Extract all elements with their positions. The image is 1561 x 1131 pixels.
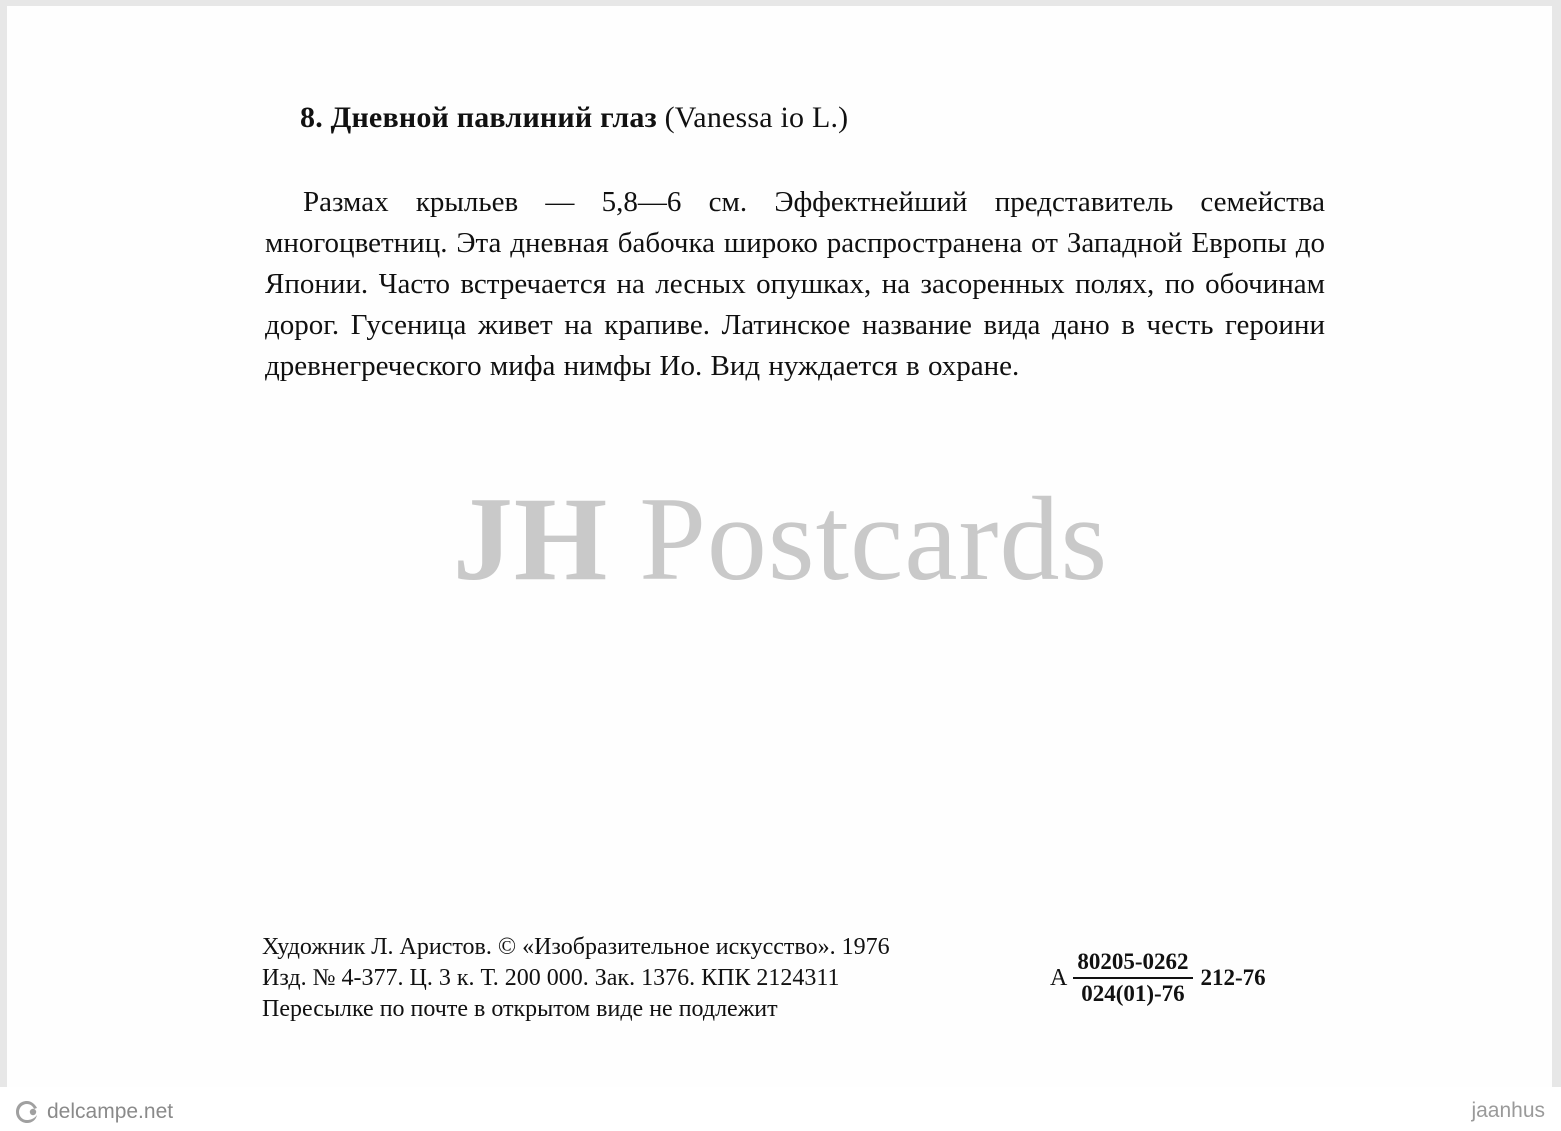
watermark-bold: JH [452,472,609,605]
species-name-latin: (Vanessa io L.) [664,101,849,134]
imprint-block [262,932,890,1025]
code-numerator: 80205-0262 [1073,948,1192,979]
scan-edge-top [0,0,1561,6]
watermark-light: Postcards [639,472,1109,605]
code-suffix: 212-76 [1200,965,1266,990]
code-denominator: 024(01)-76 [1081,981,1185,1006]
catalog-code [1050,948,1266,1008]
seller-label: jaanhus [1471,1099,1545,1122]
delcampe-logo-icon [14,1099,40,1125]
imprint-line-artist: Художник Л. Аристов. © «Изобразительное искусство». 1976 [262,934,890,960]
footer-bar [0,1087,1561,1131]
delcampe-credit[interactable] [14,1099,173,1125]
code-fraction [1073,948,1192,1008]
species-description: Размах крыльев — 5,8—6 см. Эффектнейший представитель семейства многоцветниц. Эта дневная бабочка широко распространена от Западной Европы до Японии. Часто встречается на лесных опушках, на засоренных полях, по обочинам дорог. Гусеница живет на крапиве. Латинское название вида дано в честь героини древнегреческого мифа нимфы Ио. Вид нуждается в охране. [265,186,1325,382]
imprint-line-edition: Изд. № 4-377. Ц. 3 к. Т. 200 000. Зак. 1376. КПК 2124311 [262,965,840,991]
delcampe-label: delcampe.net [47,1100,174,1123]
species-name-russian: Дневной павлиний глаз [330,101,657,134]
watermark [0,470,1561,608]
item-number: 8. [300,101,323,134]
imprint-line-notice: Пересылке по почте в открытом виде не подлежит [262,996,778,1022]
code-letter: А [1050,964,1068,991]
species-title [300,101,848,135]
